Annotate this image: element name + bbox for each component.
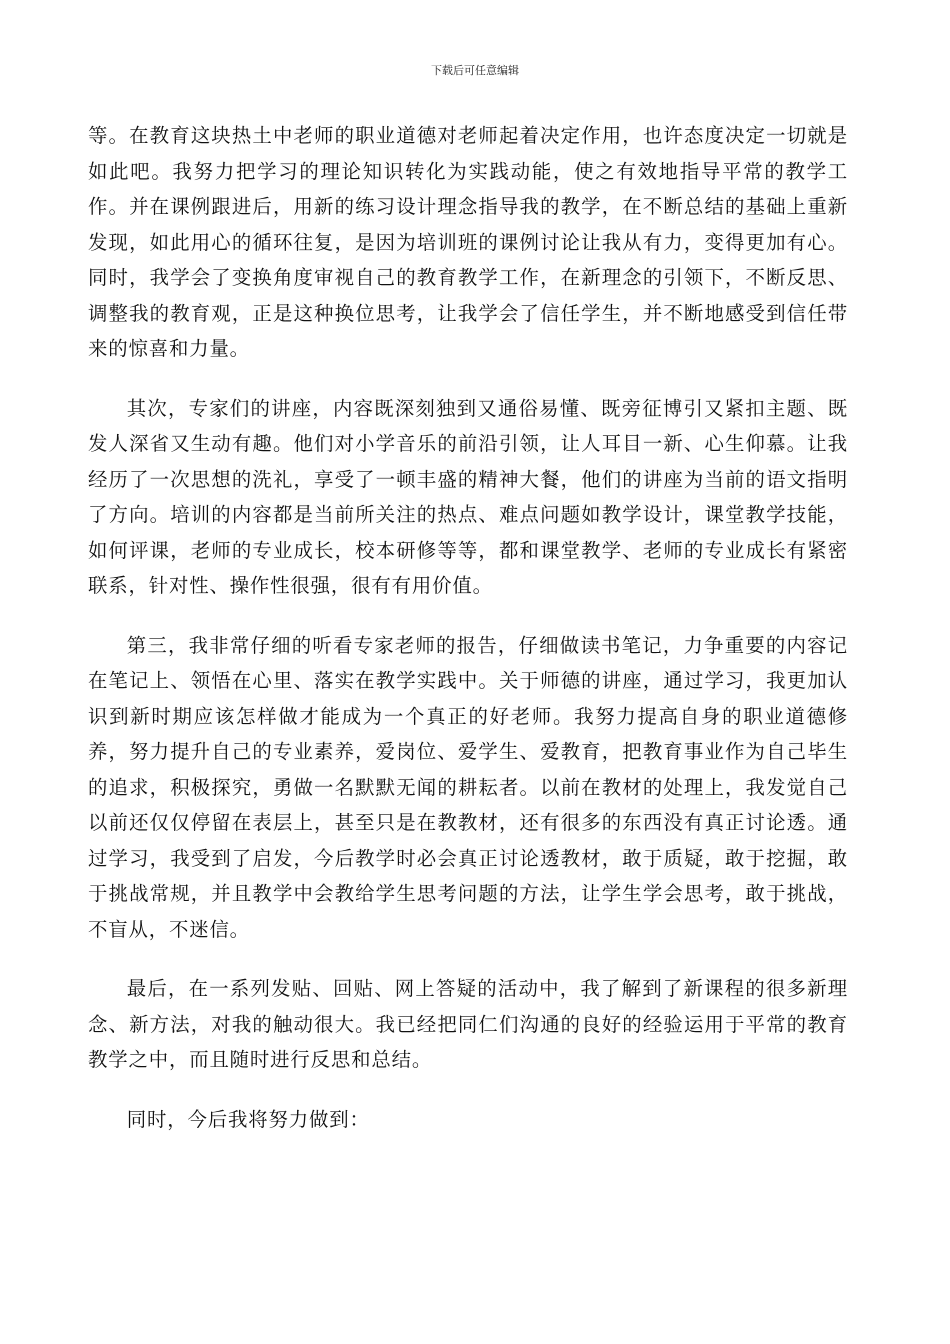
paragraph-last-point: 最后，在一系列发贴、回贴、网上答疑的活动中，我了解到了新课程的很多新理念、新方法，对我的触动很大。我已经把同仁们沟通的良好的经验运用于平常的教育教学之中，而且随时进行反思和总结。 (88, 977, 848, 1071)
page-header: 下载后可任意编辑 (431, 64, 519, 77)
paragraph-continuation: 等。在教育这块热土中老师的职业道德对老师起着决定作用，也许态度决定一切就是如此吧。我努力把学习的理论知识转化为实践动能，使之有效地指导平常的教学工作。并在课例跟进后，用新的练习设计理念指导我的教学，在不断总结的基础上重新发现，如此用心的循环往复，是因为培训班的课例讨论让我从有力，变得更加有心。同时，我学会了变换角度审视自己的教育教学工作，在新理念的引领下，不断反思、调整我的教育观，正是这种换位思考，让我学会了信任学生，并不断地感受到信任带来的惊喜和力量。 (88, 124, 848, 360)
paragraph-closing: 同时，今后我将努力做到： (126, 1107, 370, 1131)
document-body (88, 118, 848, 1137)
paragraph-second-point: 其次，专家们的讲座，内容既深刻独到又通俗易懂、既旁征博引又紧扣主题、既发人深省又生动有趣。他们对小学音乐的前沿引领，让人耳目一新、心生仰慕。让我经历了一次思想的洗礼，享受了一顿丰盛的精神大餐，他们的讲座为当前的语文指明了方向。培训的内容都是当前所关注的热点、难点问题如教学设计，课堂教学技能，如何评课，老师的专业成长，校本研修等等，都和课堂教学、老师的专业成长有紧密联系，针对性、操作性很强，很有有用价值。 (88, 396, 848, 597)
paragraph-third-point: 第三，我非常仔细的听看专家老师的报告，仔细做读书笔记，力争重要的内容记在笔记上、领悟在心里、落实在教学实践中。关于师德的讲座，通过学习，我更加认识到新时期应该怎样做才能成为一个真正的好老师。我努力提高自身的职业道德修养，努力提升自己的专业素养，爱岗位、爱学生、爱教育，把教育事业作为自己毕生的追求，积极探究，勇做一名默默无闻的耕耘者。以前在教材的处理上，我发觉自己以前还仅仅停留在表层上，甚至只是在教教材，还有很多的东西没有真正讨论透。通过学习，我受到了启发，今后教学时必会真正讨论透教材，敢于质疑，敢于挖掘，敢于挑战常规，并且教学中会教给学生思考问题的方法，让学生学会思考，敢于挑战，不盲从，不迷信。 (88, 633, 848, 941)
